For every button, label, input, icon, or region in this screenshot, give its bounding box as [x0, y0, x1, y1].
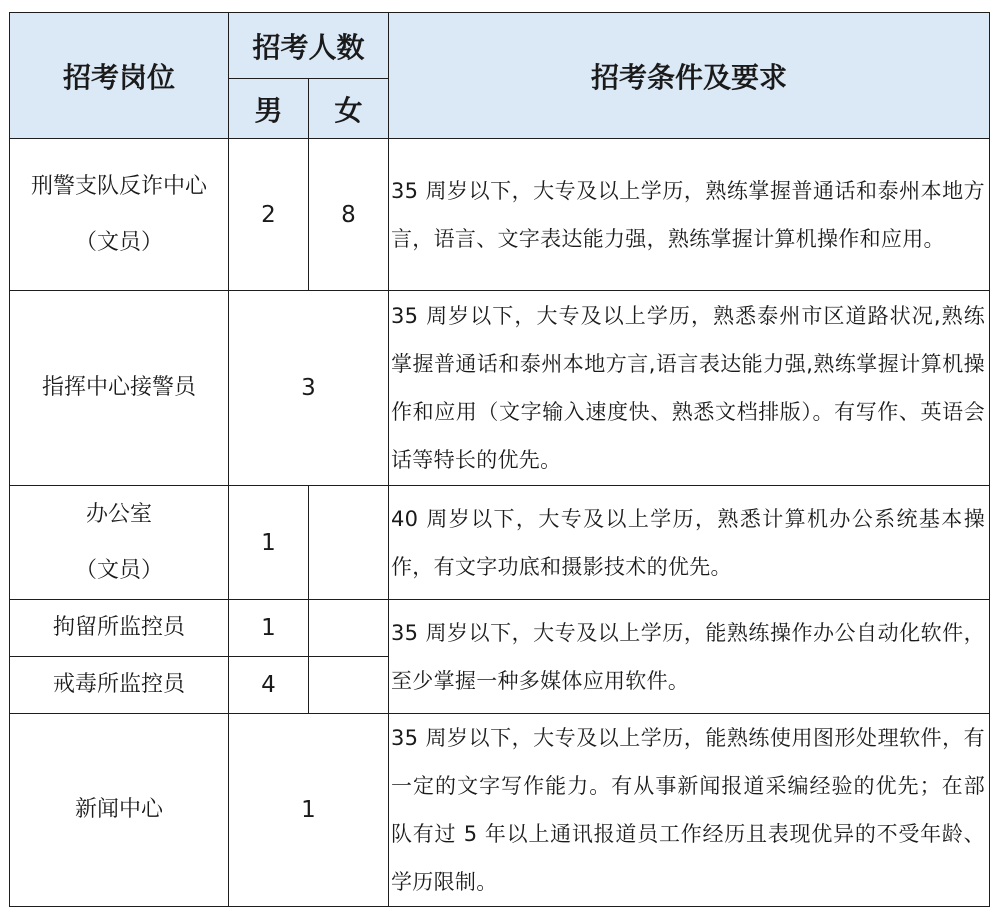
female-count	[309, 486, 389, 600]
table-row	[10, 486, 990, 600]
position-name: 刑警支队反诈中心	[30, 173, 207, 199]
total-count: 3	[229, 291, 389, 486]
header-requirements: 招考条件及要求	[389, 13, 990, 139]
header-male: 男	[229, 79, 309, 139]
requirements-cell: 35 周岁以下，大专及以上学历，能熟练操作办公自动化软件，至少掌握一种多媒体应用软件。	[389, 600, 990, 714]
male-count: 1	[229, 486, 309, 600]
position-note: （文员）	[74, 557, 163, 583]
female-count	[309, 657, 389, 714]
header-count: 招考人数	[229, 13, 389, 79]
requirements-cell: 35 周岁以下，大专及以上学历，能熟练使用图形处理软件，有一定的文字写作能力。有从事新闻报道采编经验的优先；在部队有过 5 年以上通讯报道员工作经历且表现优异的不受年龄、学历限制。	[389, 714, 990, 907]
requirements-cell: 35 周岁以下，大专及以上学历，熟练掌握普通话和泰州本地方言，语言、文字表达能力强，熟练掌握计算机操作和应用。	[389, 139, 990, 291]
female-count	[309, 600, 389, 657]
table-row	[10, 714, 990, 907]
position-name: 指挥中心接警员	[10, 291, 229, 486]
total-count: 1	[229, 714, 389, 907]
female-count: 8	[309, 139, 389, 291]
header-female: 女	[309, 79, 389, 139]
requirements-cell: 35 周岁以下，大专及以上学历，熟悉泰州市区道路状况,熟练掌握普通话和泰州本地方言,语言表达能力强,熟练掌握计算机操作和应用（文字输入速度快、熟悉文档排版）。有写作、英语会话等特长的优先。	[389, 291, 990, 486]
table-row	[10, 139, 990, 291]
position-cell	[10, 139, 229, 291]
male-count: 1	[229, 600, 309, 657]
table-row	[10, 600, 990, 657]
position-name: 新闻中心	[10, 714, 229, 907]
male-count: 4	[229, 657, 309, 714]
male-count: 2	[229, 139, 309, 291]
requirements-cell: 40 周岁以下，大专及以上学历，熟悉计算机办公系统基本操作，有文字功底和摄影技术的优先。	[389, 486, 990, 600]
position-note: （文员）	[74, 229, 163, 255]
position-name: 戒毒所监控员	[10, 657, 229, 714]
position-name: 办公室	[85, 501, 152, 527]
recruitment-table	[9, 12, 990, 907]
position-name: 拘留所监控员	[10, 600, 229, 657]
header-position: 招考岗位	[10, 13, 229, 139]
position-cell	[10, 486, 229, 600]
table-row	[10, 291, 990, 486]
